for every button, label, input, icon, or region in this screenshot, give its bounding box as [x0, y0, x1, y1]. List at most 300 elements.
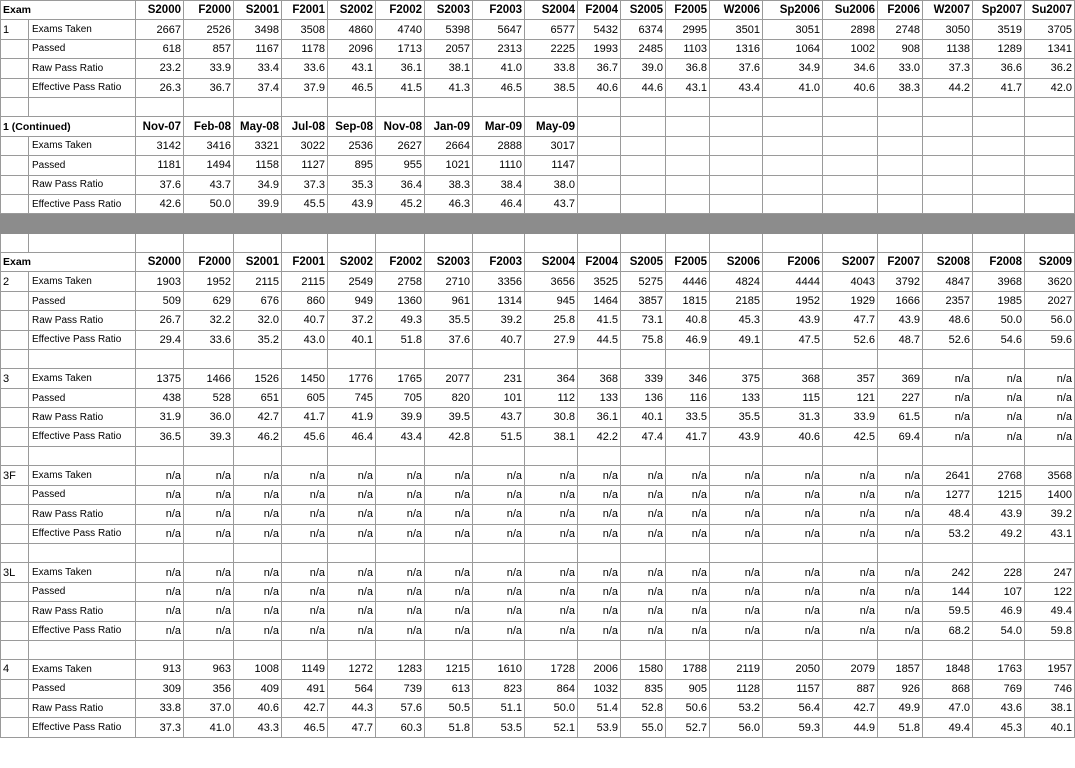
value-cell: 895: [328, 156, 376, 175]
value-cell: [666, 156, 710, 175]
value-cell: 33.8: [136, 699, 184, 718]
header-row: [1, 1, 1075, 20]
value-cell: 37.6: [136, 175, 184, 194]
empty-cell: [666, 640, 710, 659]
value-cell: n/a: [282, 621, 328, 640]
value-cell: 3142: [136, 136, 184, 155]
empty-cell: [923, 233, 973, 252]
value-cell: 1526: [234, 369, 282, 388]
value-cell: 2526: [184, 20, 234, 39]
value-cell: n/a: [878, 602, 923, 621]
value-cell: 33.8: [525, 59, 578, 78]
empty-cell: [29, 446, 136, 465]
exam-id-cell: [1, 485, 29, 504]
empty-cell: [763, 350, 823, 369]
value-cell: 60.3: [376, 718, 425, 737]
exam-id-cell: [1, 194, 29, 213]
metric-label-cell: Raw Pass Ratio: [29, 59, 136, 78]
value-cell: 1316: [710, 39, 763, 58]
value-cell: n/a: [973, 427, 1025, 446]
value-cell: 36.8: [666, 59, 710, 78]
table-row: [1, 524, 1075, 543]
value-cell: n/a: [666, 621, 710, 640]
blank-row: [1, 446, 1075, 465]
value-cell: n/a: [710, 621, 763, 640]
value-cell: n/a: [525, 505, 578, 524]
value-cell: 6577: [525, 20, 578, 39]
empty-cell: [621, 640, 666, 659]
value-cell: 1929: [823, 291, 878, 310]
value-cell: 4446: [666, 272, 710, 291]
term-header-cell: F2002: [376, 1, 425, 20]
empty-cell: [666, 350, 710, 369]
term-header-cell: S2008: [923, 253, 973, 272]
value-cell: 247: [1025, 563, 1075, 582]
value-cell: 2758: [376, 272, 425, 291]
empty-cell: [973, 543, 1025, 562]
value-cell: 509: [136, 291, 184, 310]
value-cell: 1032: [578, 679, 621, 698]
empty-cell: [136, 543, 184, 562]
empty-cell: [823, 97, 878, 116]
value-cell: n/a: [621, 524, 666, 543]
value-cell: 38.3: [878, 78, 923, 97]
empty-cell: [578, 97, 621, 116]
metric-label-cell: Raw Pass Ratio: [29, 699, 136, 718]
value-cell: 5432: [578, 20, 621, 39]
value-cell: [823, 194, 878, 213]
value-cell: [923, 136, 973, 155]
term-header-cell: F2002: [376, 253, 425, 272]
empty-cell: [376, 97, 425, 116]
value-cell: 39.9: [376, 408, 425, 427]
value-cell: 23.2: [136, 59, 184, 78]
value-cell: n/a: [328, 602, 376, 621]
value-cell: 3050: [923, 20, 973, 39]
value-cell: 47.5: [763, 330, 823, 349]
value-cell: 37.3: [282, 175, 328, 194]
value-cell: 857: [184, 39, 234, 58]
value-cell: 54.6: [973, 330, 1025, 349]
value-cell: 37.6: [710, 59, 763, 78]
value-cell: n/a: [823, 485, 878, 504]
empty-cell: [473, 640, 525, 659]
empty-cell: [425, 233, 473, 252]
value-cell: 35.5: [710, 408, 763, 427]
empty-cell: [710, 233, 763, 252]
value-cell: n/a: [136, 524, 184, 543]
value-cell: 101: [473, 388, 525, 407]
value-cell: 35.3: [328, 175, 376, 194]
value-cell: 50.0: [525, 699, 578, 718]
term-header-cell: Feb-08: [184, 117, 234, 136]
empty-cell: [376, 446, 425, 465]
empty-cell: [328, 233, 376, 252]
value-cell: 33.5: [666, 408, 710, 427]
value-cell: 3356: [473, 272, 525, 291]
exam-id-cell: [1, 699, 29, 718]
value-cell: 46.4: [328, 427, 376, 446]
value-cell: n/a: [376, 485, 425, 504]
empty-cell: [763, 97, 823, 116]
value-cell: 37.9: [282, 78, 328, 97]
value-cell: 860: [282, 291, 328, 310]
value-cell: 49.3: [376, 311, 425, 330]
value-cell: 121: [823, 388, 878, 407]
exam-id-cell: [1, 59, 29, 78]
value-cell: 43.9: [763, 311, 823, 330]
value-cell: 116: [666, 388, 710, 407]
value-cell: 2027: [1025, 291, 1075, 310]
table-row: [1, 718, 1075, 737]
empty-cell: [282, 233, 328, 252]
value-cell: n/a: [136, 621, 184, 640]
empty-cell: [666, 214, 710, 233]
empty-cell: [1025, 97, 1075, 116]
value-cell: 40.6: [763, 427, 823, 446]
value-cell: [973, 156, 1025, 175]
value-cell: 1341: [1025, 39, 1075, 58]
empty-cell: [328, 350, 376, 369]
empty-cell: [923, 543, 973, 562]
value-cell: 961: [425, 291, 473, 310]
term-header-cell: Jul-08: [282, 117, 328, 136]
value-cell: 6374: [621, 20, 666, 39]
value-cell: [823, 156, 878, 175]
value-cell: n/a: [763, 582, 823, 601]
value-cell: 1110: [473, 156, 525, 175]
table-row: [1, 20, 1075, 39]
value-cell: n/a: [525, 582, 578, 601]
empty-cell: [973, 97, 1025, 116]
value-cell: 887: [823, 679, 878, 698]
value-cell: 3525: [578, 272, 621, 291]
value-cell: 39.5: [425, 408, 473, 427]
value-cell: 56.0: [1025, 311, 1075, 330]
term-header-cell: [1025, 117, 1075, 136]
empty-cell: [1, 446, 29, 465]
value-cell: 33.9: [184, 59, 234, 78]
value-cell: 438: [136, 388, 184, 407]
value-cell: 528: [184, 388, 234, 407]
value-cell: 61.5: [878, 408, 923, 427]
exam-id-cell: [1, 39, 29, 58]
value-cell: 3501: [710, 20, 763, 39]
empty-cell: [328, 446, 376, 465]
empty-cell: [621, 543, 666, 562]
value-cell: 375: [710, 369, 763, 388]
empty-cell: [282, 97, 328, 116]
metric-label-cell: Effective Pass Ratio: [29, 524, 136, 543]
value-cell: n/a: [425, 602, 473, 621]
value-cell: [823, 175, 878, 194]
value-cell: 2077: [425, 369, 473, 388]
value-cell: 36.2: [1025, 59, 1075, 78]
table-row: [1, 136, 1075, 155]
value-cell: n/a: [710, 505, 763, 524]
empty-cell: [973, 446, 1025, 465]
empty-cell: [621, 446, 666, 465]
empty-cell: [136, 214, 184, 233]
value-cell: 52.7: [666, 718, 710, 737]
table-row: [1, 699, 1075, 718]
value-cell: n/a: [923, 369, 973, 388]
value-cell: 41.0: [184, 718, 234, 737]
value-cell: 41.7: [973, 78, 1025, 97]
value-cell: 2057: [425, 39, 473, 58]
empty-cell: [425, 350, 473, 369]
value-cell: 36.6: [973, 59, 1025, 78]
value-cell: 49.1: [710, 330, 763, 349]
term-header-cell: [923, 117, 973, 136]
value-cell: n/a: [136, 602, 184, 621]
value-cell: 955: [376, 156, 425, 175]
term-header-cell: S2001: [234, 1, 282, 20]
value-cell: n/a: [473, 582, 525, 601]
value-cell: 2357: [923, 291, 973, 310]
term-header-cell: Nov-08: [376, 117, 425, 136]
value-cell: 38.1: [1025, 699, 1075, 718]
value-cell: 564: [328, 679, 376, 698]
metric-label-cell: Exams Taken: [29, 466, 136, 485]
value-cell: 2768: [973, 466, 1025, 485]
exam-id-cell: 2: [1, 272, 29, 291]
value-cell: 2667: [136, 20, 184, 39]
value-cell: n/a: [328, 621, 376, 640]
value-cell: n/a: [666, 582, 710, 601]
value-cell: 45.3: [973, 718, 1025, 737]
value-cell: 46.2: [234, 427, 282, 446]
empty-cell: [473, 233, 525, 252]
metric-label-cell: Exams Taken: [29, 136, 136, 155]
value-cell: 231: [473, 369, 525, 388]
value-cell: 676: [234, 291, 282, 310]
value-cell: n/a: [823, 582, 878, 601]
term-header-cell: [973, 117, 1025, 136]
value-cell: 1985: [973, 291, 1025, 310]
value-cell: n/a: [473, 466, 525, 485]
exam-id-cell: [1, 524, 29, 543]
value-cell: 926: [878, 679, 923, 698]
value-cell: 746: [1025, 679, 1075, 698]
value-cell: 45.3: [710, 311, 763, 330]
value-cell: n/a: [763, 524, 823, 543]
value-cell: n/a: [878, 466, 923, 485]
table-row: [1, 660, 1075, 679]
value-cell: 357: [823, 369, 878, 388]
value-cell: 42.7: [282, 699, 328, 718]
value-cell: 1494: [184, 156, 234, 175]
value-cell: 33.4: [234, 59, 282, 78]
value-cell: [923, 175, 973, 194]
value-cell: n/a: [425, 524, 473, 543]
value-cell: 356: [184, 679, 234, 698]
metric-label-cell: Exams Taken: [29, 20, 136, 39]
value-cell: 1765: [376, 369, 425, 388]
empty-cell: [234, 233, 282, 252]
value-cell: 41.7: [282, 408, 328, 427]
empty-cell: [282, 640, 328, 659]
value-cell: n/a: [823, 466, 878, 485]
value-cell: n/a: [282, 466, 328, 485]
value-cell: [1025, 136, 1075, 155]
value-cell: [923, 156, 973, 175]
value-cell: n/a: [710, 582, 763, 601]
value-cell: 745: [328, 388, 376, 407]
value-cell: 1064: [763, 39, 823, 58]
value-cell: 368: [578, 369, 621, 388]
value-cell: 1147: [525, 156, 578, 175]
value-cell: 75.8: [621, 330, 666, 349]
value-cell: 1375: [136, 369, 184, 388]
empty-cell: [376, 214, 425, 233]
empty-cell: [973, 350, 1025, 369]
empty-cell: [578, 543, 621, 562]
empty-cell: [184, 233, 234, 252]
value-cell: 2225: [525, 39, 578, 58]
value-cell: 1713: [376, 39, 425, 58]
value-cell: n/a: [425, 582, 473, 601]
value-cell: n/a: [578, 505, 621, 524]
value-cell: 2748: [878, 20, 923, 39]
value-cell: 73.1: [621, 311, 666, 330]
exam-id-cell: [1, 388, 29, 407]
term-header-cell: W2006: [710, 1, 763, 20]
value-cell: 48.6: [923, 311, 973, 330]
value-cell: 1763: [973, 660, 1025, 679]
empty-cell: [763, 446, 823, 465]
blank-row: [1, 543, 1075, 562]
table-row: [1, 78, 1075, 97]
value-cell: n/a: [763, 563, 823, 582]
empty-cell: [823, 214, 878, 233]
value-cell: 49.2: [973, 524, 1025, 543]
value-cell: 1466: [184, 369, 234, 388]
value-cell: n/a: [184, 563, 234, 582]
empty-cell: [578, 350, 621, 369]
empty-cell: [1025, 233, 1075, 252]
value-cell: 25.8: [525, 311, 578, 330]
empty-cell: [878, 233, 923, 252]
term-header-cell: Sep-08: [328, 117, 376, 136]
value-cell: 42.0: [1025, 78, 1075, 97]
value-cell: 37.3: [923, 59, 973, 78]
value-cell: 3022: [282, 136, 328, 155]
value-cell: 37.3: [136, 718, 184, 737]
value-cell: 309: [136, 679, 184, 698]
exam-id-cell: 1: [1, 20, 29, 39]
term-header-cell: F2004: [578, 1, 621, 20]
exam-id-cell: 4: [1, 660, 29, 679]
value-cell: [923, 194, 973, 213]
exam-header-cell: 1 (Continued): [1, 117, 136, 136]
empty-cell: [1025, 350, 1075, 369]
value-cell: 629: [184, 291, 234, 310]
value-cell: 36.7: [578, 59, 621, 78]
value-cell: 3321: [234, 136, 282, 155]
metric-label-cell: Raw Pass Ratio: [29, 311, 136, 330]
term-header-cell: S2004: [525, 1, 578, 20]
empty-cell: [184, 97, 234, 116]
value-cell: 46.5: [328, 78, 376, 97]
value-cell: 1952: [763, 291, 823, 310]
value-cell: 53.2: [923, 524, 973, 543]
value-cell: n/a: [136, 505, 184, 524]
value-cell: n/a: [376, 524, 425, 543]
value-cell: 49.4: [923, 718, 973, 737]
value-cell: 3416: [184, 136, 234, 155]
value-cell: n/a: [328, 485, 376, 504]
value-cell: 1993: [578, 39, 621, 58]
value-cell: 651: [234, 388, 282, 407]
value-cell: 1008: [234, 660, 282, 679]
empty-cell: [763, 543, 823, 562]
value-cell: 820: [425, 388, 473, 407]
exam-id-cell: [1, 136, 29, 155]
term-header-cell: F2006: [763, 253, 823, 272]
value-cell: 41.9: [328, 408, 376, 427]
value-cell: n/a: [878, 505, 923, 524]
value-cell: 26.3: [136, 78, 184, 97]
metric-label-cell: Passed: [29, 582, 136, 601]
term-header-cell: F2000: [184, 253, 234, 272]
value-cell: 46.3: [425, 194, 473, 213]
value-cell: 2627: [376, 136, 425, 155]
empty-cell: [473, 446, 525, 465]
table-row: [1, 679, 1075, 698]
empty-cell: [184, 640, 234, 659]
empty-cell: [973, 233, 1025, 252]
value-cell: 1314: [473, 291, 525, 310]
value-cell: 1103: [666, 39, 710, 58]
value-cell: 36.4: [376, 175, 425, 194]
metric-label-cell: Raw Pass Ratio: [29, 175, 136, 194]
exam-id-cell: [1, 291, 29, 310]
value-cell: 2185: [710, 291, 763, 310]
value-cell: 39.0: [621, 59, 666, 78]
value-cell: n/a: [376, 602, 425, 621]
value-cell: 2888: [473, 136, 525, 155]
table-row: [1, 330, 1075, 349]
value-cell: [878, 156, 923, 175]
value-cell: 37.0: [184, 699, 234, 718]
blank-row: [1, 640, 1075, 659]
value-cell: [973, 194, 1025, 213]
value-cell: n/a: [376, 466, 425, 485]
empty-cell: [1025, 543, 1075, 562]
value-cell: n/a: [525, 563, 578, 582]
value-cell: 1127: [282, 156, 328, 175]
value-cell: 1610: [473, 660, 525, 679]
value-cell: 41.0: [473, 59, 525, 78]
metric-label-cell: Effective Pass Ratio: [29, 194, 136, 213]
value-cell: 51.4: [578, 699, 621, 718]
value-cell: 705: [376, 388, 425, 407]
exam-header-cell: Exam: [1, 1, 136, 20]
value-cell: 1002: [823, 39, 878, 58]
value-cell: 133: [578, 388, 621, 407]
value-cell: n/a: [184, 485, 234, 504]
value-cell: 56.4: [763, 699, 823, 718]
empty-cell: [525, 543, 578, 562]
value-cell: n/a: [525, 602, 578, 621]
value-cell: n/a: [666, 466, 710, 485]
empty-cell: [525, 233, 578, 252]
value-cell: 40.1: [621, 408, 666, 427]
empty-cell: [29, 543, 136, 562]
value-cell: n/a: [234, 621, 282, 640]
table-row: [1, 563, 1075, 582]
